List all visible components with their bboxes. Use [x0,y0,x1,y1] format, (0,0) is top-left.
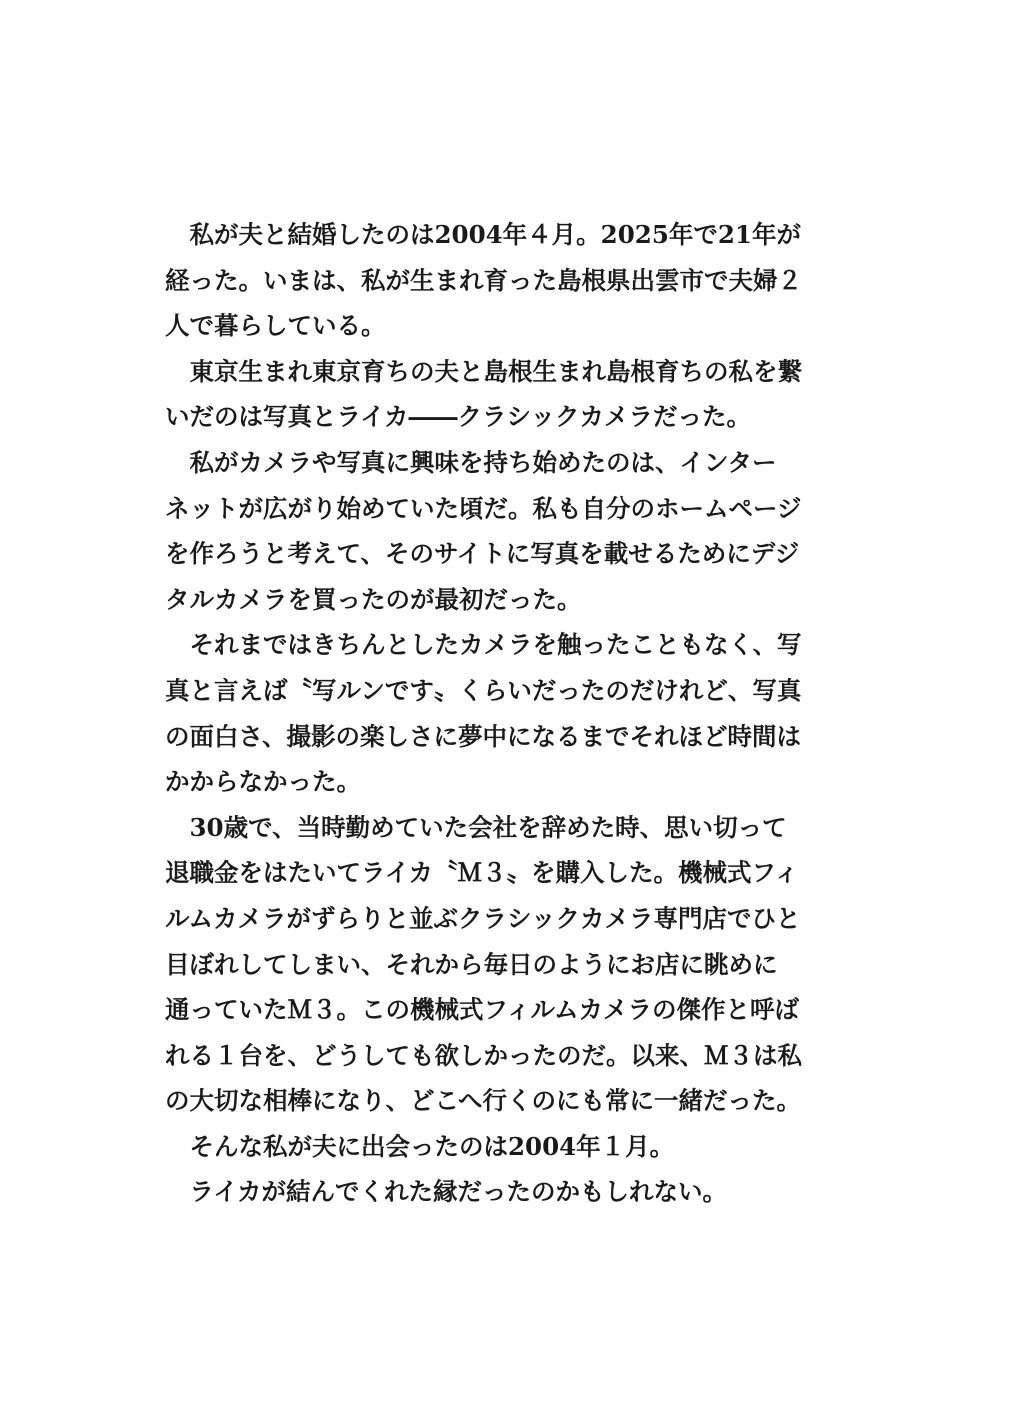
text-line: かからなかった。 [165,767,361,797]
text-line: 退職金をはたいてライカ〝Ｍ３〟を購入した。機械式フィ [165,858,799,888]
text-line: の面白さ、撮影の楽しさに夢中になるまでそれほど時間は [165,721,802,751]
text-line: 目ぼれしてしまい、それから毎日のようにお店に眺めに [165,949,778,979]
text-line: れる１台を、どうしても欲しかったのだ。以来、Ｍ３は私 [165,1040,802,1070]
text-line: を作ろうと考えて、そのサイトに写真を載せるためにデジ [165,539,800,569]
text-line: 通っていたＭ３。この機械式フィルムカメラの傑作と呼ば [165,995,800,1025]
text-line: 私がカメラや写真に興味を持ち始めたのは、インター [165,447,777,477]
text-line: 私が夫と結婚したのは2004年４月。2025年で21年が [165,220,801,249]
text-line: 経った。いまは、私が生まれ育った島根県出雲市で夫婦２ [165,265,802,295]
text-line: の大切な相棒になり、どこへ行くのにも常に一緒だった。 [165,1086,802,1116]
body-text [165,212,805,1215]
text-line: タルカメラを買ったのが最初だった。 [165,584,582,614]
text-line: 人で暮らしている。 [165,311,386,341]
text-line: 30歳で、当時勤めていた会社を辞めた時、思い切って [165,812,787,842]
text-line: そんな私が夫に出会ったのは2004年１月。 [165,1131,675,1161]
text-line: ライカが結んでくれた縁だったのかもしれない。 [165,1177,728,1207]
text-line: いだのは写真とライカ――クラシックカメラだった。 [165,402,752,432]
text-line: 東京生まれ東京育ちの夫と島根生まれ島根育ちの私を繋 [165,356,802,386]
text-line: ネットが広がり始めていた頃だ。私も自分のホームページ [165,493,802,523]
text-line: ルムカメラがずらりと並ぶクラシックカメラ専門店でひと [165,903,801,933]
text-line: それまではきちんとしたカメラを触ったこともなく、写 [165,630,802,660]
text-line: 真と言えば〝写ルンです〟くらいだったのだけれど、写真 [165,675,802,705]
